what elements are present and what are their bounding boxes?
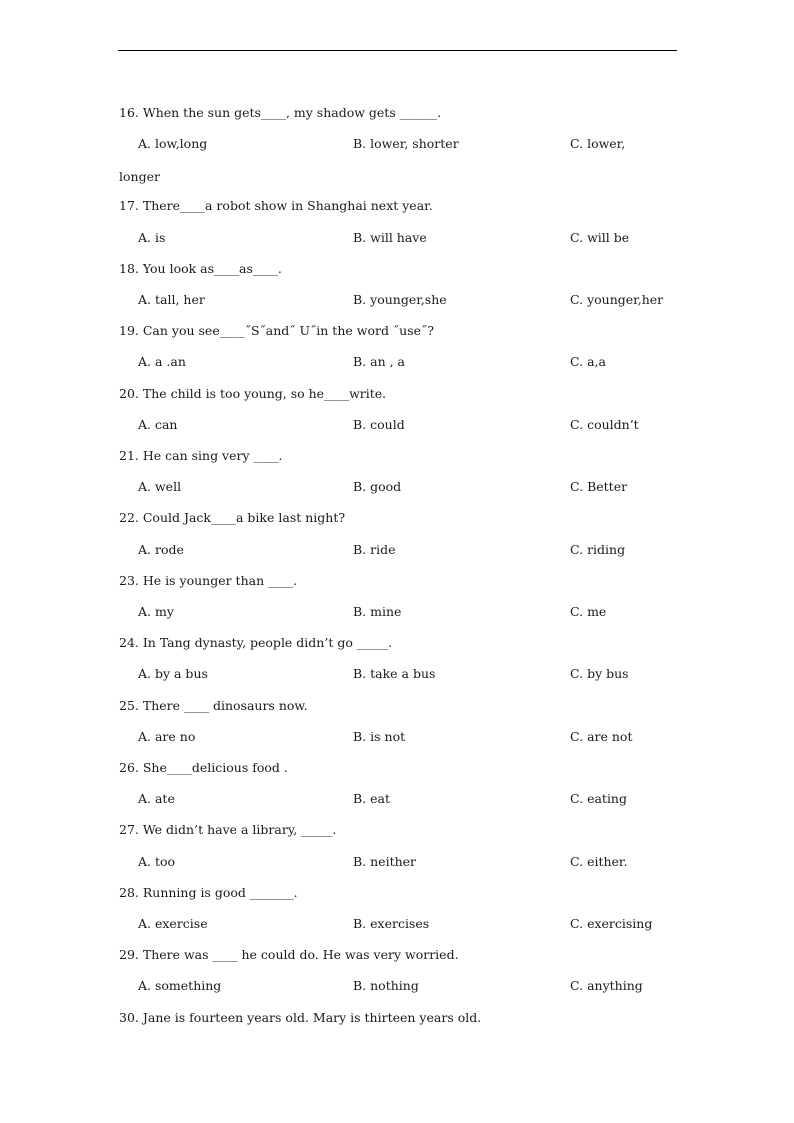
q19-option-c: C. a,a xyxy=(570,354,606,369)
q26-option-c: C. eating xyxy=(570,791,627,806)
q19-option-a: A. a .an xyxy=(138,354,186,369)
q23-option-c: C. me xyxy=(570,604,607,619)
q16-option-c: C. lower, xyxy=(570,136,626,151)
q16-option-a: A. low,long xyxy=(138,136,208,151)
question-27: 27. We didn’t have a library, _____. xyxy=(119,822,337,837)
q21-option-c: C. Better xyxy=(570,479,628,494)
q18-option-b: B. younger,she xyxy=(353,292,447,307)
q16-option-c-continuation: longer xyxy=(119,169,160,184)
q24-option-a: A. by a bus xyxy=(138,666,208,681)
question-20: 20. The child is too young, so he____write. xyxy=(119,386,387,401)
question-17: 17. There____a robot show in Shanghai next year. xyxy=(119,198,433,213)
q20-option-c: C. couldn’t xyxy=(570,417,639,432)
header-rule xyxy=(118,50,677,51)
question-16: 16. When the sun gets____, my shadow gets ______. xyxy=(119,105,442,120)
question-25: 25. There ____ dinosaurs now. xyxy=(119,698,308,713)
q25-option-c: C. are not xyxy=(570,729,633,744)
q21-option-a: A. well xyxy=(138,479,182,494)
question-19: 19. Can you see____˝S˝and˝ U˝in the word ˝use˝? xyxy=(119,323,434,338)
q25-option-a: A. are no xyxy=(138,729,196,744)
question-29: 29. There was ____ he could do. He was very worried. xyxy=(119,947,459,962)
q29-option-a: A. something xyxy=(138,978,222,993)
q18-option-a: A. tall, her xyxy=(138,292,205,307)
question-18: 18. You look as____as____. xyxy=(119,261,282,276)
q18-option-c: C. younger,her xyxy=(570,292,664,307)
q26-option-b: B. eat xyxy=(353,791,391,806)
q20-option-a: A. can xyxy=(138,417,178,432)
q29-option-b: B. nothing xyxy=(353,978,419,993)
q28-option-b: B. exercises xyxy=(353,916,430,931)
q21-option-b: B. good xyxy=(353,479,402,494)
q22-option-b: B. ride xyxy=(353,542,396,557)
q23-option-b: B. mine xyxy=(353,604,402,619)
q28-option-c: C. exercising xyxy=(570,916,653,931)
q25-option-b: B. is not xyxy=(353,729,406,744)
q17-option-c: C. will be xyxy=(570,230,630,245)
q24-option-b: B. take a bus xyxy=(353,666,436,681)
q29-option-c: C. anything xyxy=(570,978,643,993)
q24-option-c: C. by bus xyxy=(570,666,629,681)
q27-option-a: A. too xyxy=(138,854,176,869)
question-24: 24. In Tang dynasty, people didn’t go _____. xyxy=(119,635,393,650)
question-22: 22. Could Jack____a bike last night? xyxy=(119,510,346,525)
q23-option-a: A. my xyxy=(138,604,174,619)
q17-option-a: A. is xyxy=(138,230,166,245)
q20-option-b: B. could xyxy=(353,417,405,432)
question-21: 21. He can sing very ____. xyxy=(119,448,283,463)
q27-option-b: B. neither xyxy=(353,854,417,869)
q16-option-b: B. lower, shorter xyxy=(353,136,459,151)
q19-option-b: B. an , a xyxy=(353,354,406,369)
question-30: 30. Jane is fourteen years old. Mary is thirteen years old. xyxy=(119,1010,482,1025)
q28-option-a: A. exercise xyxy=(138,916,208,931)
question-26: 26. She____delicious food . xyxy=(119,760,288,775)
q17-option-b: B. will have xyxy=(353,230,427,245)
q22-option-c: C. riding xyxy=(570,542,626,557)
q22-option-a: A. rode xyxy=(138,542,184,557)
q27-option-c: C. either. xyxy=(570,854,628,869)
question-28: 28. Running is good _______. xyxy=(119,885,298,900)
question-23: 23. He is younger than ____. xyxy=(119,573,298,588)
q26-option-a: A. ate xyxy=(138,791,175,806)
